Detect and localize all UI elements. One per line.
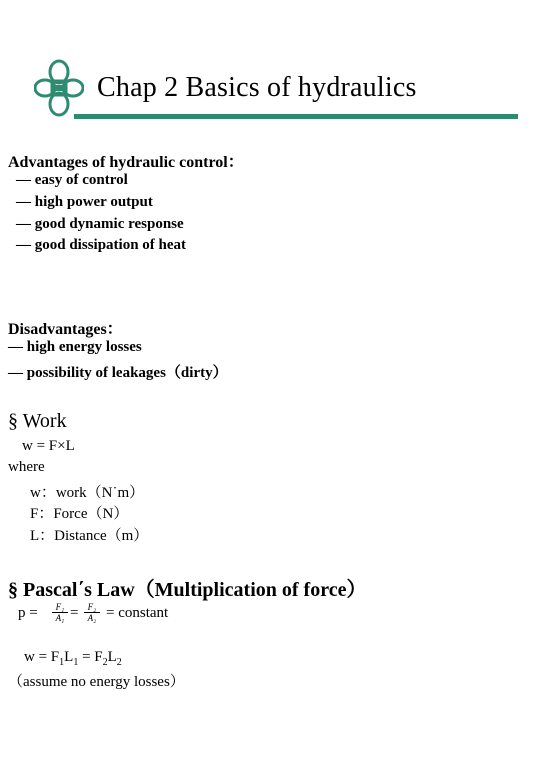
advantage-item: — high power output bbox=[16, 194, 153, 210]
work-definition: w：work（N˙m） bbox=[30, 485, 145, 501]
advantage-item: — good dynamic response bbox=[16, 216, 184, 232]
disadvantage-item: — high energy losses bbox=[8, 339, 142, 355]
fraction-f1-a1 bbox=[52, 602, 68, 623]
subscript: 1 bbox=[59, 657, 65, 668]
work-eq-part: w = F bbox=[24, 649, 60, 665]
where-label: where bbox=[8, 459, 45, 475]
fraction-denominator: A₂ bbox=[87, 613, 97, 623]
advantage-item: — good dissipation of heat bbox=[16, 237, 187, 253]
distance-definition: L：Distance（m） bbox=[30, 528, 149, 544]
work-eq-part: L bbox=[64, 649, 74, 665]
subscript: 1 bbox=[73, 657, 79, 668]
disadvantage-item: — possibility of leakages（dirty） bbox=[8, 365, 228, 381]
equals-sign: = bbox=[70, 605, 79, 621]
page-title: Chap 2 Basics of hydraulics bbox=[97, 72, 417, 103]
energy-note: （assume no energy losses） bbox=[8, 674, 185, 690]
disadvantages-heading: Disadvantages： bbox=[8, 321, 123, 338]
work-eq-part: = F bbox=[78, 649, 103, 665]
p-label: p = bbox=[18, 605, 38, 621]
subscript: 2 bbox=[116, 657, 122, 668]
subscript: 2 bbox=[102, 657, 108, 668]
work-equation bbox=[24, 649, 122, 668]
fraction-denominator: A₁ bbox=[55, 613, 65, 623]
fraction-numerator: F₁ bbox=[52, 602, 68, 613]
fraction-f2-a2 bbox=[84, 602, 100, 623]
title-underline bbox=[74, 114, 518, 119]
clover-logo-icon bbox=[34, 58, 84, 118]
force-definition: F：Force（N） bbox=[30, 506, 129, 522]
pascal-heading: § Pascal΄s Law（Multiplication of force） bbox=[8, 579, 367, 601]
work-eq-part: L bbox=[107, 649, 117, 665]
fraction-numerator: F₂ bbox=[84, 602, 100, 613]
work-heading: § Work bbox=[8, 410, 67, 432]
constant-label: = constant bbox=[106, 605, 169, 621]
advantage-item: — easy of control bbox=[16, 172, 128, 188]
advantages-heading: Advantages of hydraulic control： bbox=[8, 154, 244, 171]
work-formula: w = F×L bbox=[22, 438, 75, 454]
